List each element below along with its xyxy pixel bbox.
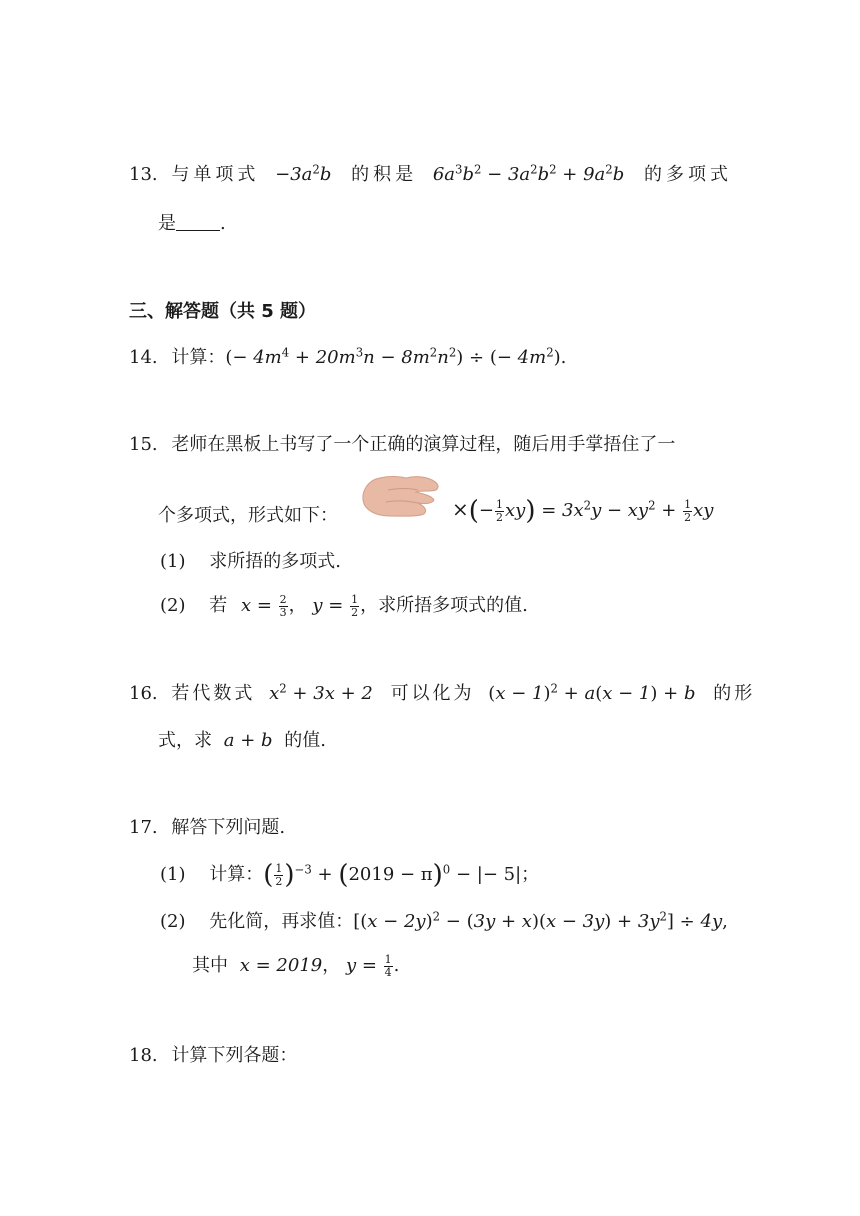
math-expression: ( $\frac{1}{2}$ )$^{-3} + (2019 - \pi)^0$ − |− 5|； <box>263 860 540 890</box>
q16-line1: 16. 若代数式 $x^2 + 3x + 2$ 可以化为 $(x - 1)^2 + a(x - 1) + b$ 的形 <box>129 681 756 704</box>
q13-line1: 13. 与单项式 $-3a^2b$ 的积是 $6a^3b^2 - 3a^2b^2 + 9a^2b$ 的多项式 <box>129 162 732 185</box>
q15-line2: 个多项式，形式如下： <box>158 505 338 526</box>
math-y-value: y = $\frac{1}{2}$ <box>312 592 359 619</box>
q17-part2: (2) 先化简，再求值：$[(x - 2y)^2 - (3y + x)(x - 3y) + 3y^2] \div 4y$, <box>160 909 728 932</box>
math-x-value: x = $\frac{2}{3}$ <box>240 592 287 619</box>
math-y-value: y = $\frac{1}{4}$ . <box>345 952 400 979</box>
math-product-polynomial: $6a^3b^2 - 3a^2b^2 + 9a^2b$ <box>432 162 625 185</box>
q13-line2: 是 . <box>158 213 226 234</box>
q17-part2-line2: 其中 x = 2019， y = $\frac{1}{4}$ . <box>192 952 400 979</box>
section-heading: 三、解答题（共 5 题） <box>129 301 317 322</box>
q16-line2: 式，求 a + b 的值. <box>158 730 326 751</box>
q15-part1: (1) 求所捂的多项式. <box>160 551 341 572</box>
math-x-value: x = 2019 <box>239 955 323 976</box>
answer-blank[interactable] <box>176 229 220 231</box>
math-expression: a + b <box>223 730 273 751</box>
q15-line1: 15. 老师在黑板上书写了一个正确的演算过程，随后用手掌捂住了一 <box>129 434 676 455</box>
q18: 18. 计算下列各题： <box>129 1045 298 1066</box>
question-number: 13. <box>129 164 158 185</box>
math-expression: (− $4m^4 + 20m^3n - 8m^2n^2$) ÷ (− $4m^2$). <box>225 345 567 368</box>
q17-part1: (1) 计算：( $\frac{1}{2}$ )$^{-3} + (2019 - \pi)^0$ − |− 5|； <box>160 860 540 890</box>
math-expression: $x^2 + 3x + 2$ <box>269 681 373 704</box>
q14: 14. 计算：(− $4m^4 + 20m^3n - 8m^2n^2$) ÷ (− $4m^2$). <box>129 345 567 368</box>
hand-icon <box>358 470 442 520</box>
math-expression: $(x - 1)^2 + a(x - 1) + b$ <box>488 681 696 704</box>
math-expression: $[(x - 2y)^2 - (3y + x)(x - 3y) + 3y^2] \div 4y$, <box>353 909 728 932</box>
math-monomial: $-3a^2b$ <box>275 162 332 185</box>
q17-title: 17. 解答下列问题. <box>129 817 286 838</box>
q15-equation: ×(− $\frac{1}{2}$ $xy) = 3x^2y - xy^2$ + $\frac{1}{2}$ xy <box>452 496 714 526</box>
q15-part2: (2) 若 x = $\frac{2}{3}$ ， y = $\frac{1}{2}$ ，求所捂多项式的值. <box>160 592 528 619</box>
